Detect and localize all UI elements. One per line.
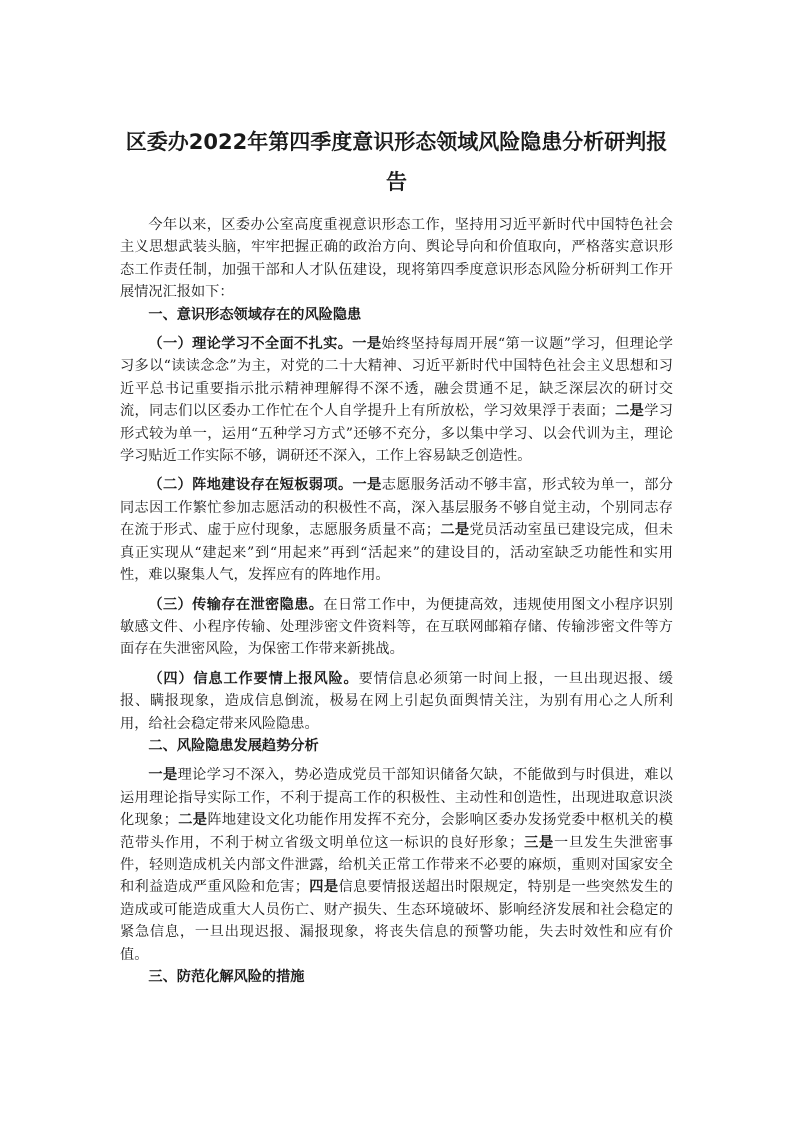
marker-two: 二是 <box>439 522 470 539</box>
marker-three: 三是 <box>523 834 555 851</box>
text-fragment: 信息要情报送超出时限规定，特别是一些突然发生的造成或可能造成重大人员伤亡、财产损失、生态环境破坏、影响经济发展和社会稳定的紧急信息，一旦出现迟报、漏报现象，将丧失信息的预警功能，失去时效性和应有价值。 <box>120 879 673 963</box>
text-fragment: 始终坚持每周开展“第一议题”学习，但理论学习多以“读读念念”为主，对党的二十大精神、习近平新时代中国特色社会主义思想和习近平总书记重要指示批示精神理解得不深不透，融会贯通不足，缺乏深层次的研讨交流，同志们以区委办工作忙在个人自学提升上有所放松，学习效果浮于表面； <box>120 336 673 420</box>
paragraph-position-building <box>120 474 673 586</box>
marker-one: 一是 <box>148 767 178 784</box>
text-fragment: 理论学习不深入，势必造成党员干部知识储备欠缺，不能做到与时俱进，难以运用理论指导实际工作，不利于提高工作的积极性、主动性和创造性，出现进取意识淡化现象； <box>120 767 673 829</box>
paragraph-theory-study <box>120 333 673 467</box>
title-line-2: 告 <box>386 170 407 194</box>
text-fragment: 党员活动室虽已建设完成，但未真正实现从“建起来”到“用起来”再到“活起来”的建设目的，活动室缺乏功能性和实用性，难以聚集人气，发挥应有的阵地作用。 <box>120 522 673 584</box>
section-heading-3: 三、防范化解风险的措施 <box>148 969 305 985</box>
document-title <box>120 122 673 202</box>
marker-two: 二是 <box>177 812 208 829</box>
marker-two: 二是 <box>614 403 645 420</box>
paragraph-transmission-leak <box>120 594 673 661</box>
paragraph-info-reporting <box>120 668 673 735</box>
section-heading-1: 一、意识形态领域存在的风险隐患 <box>148 306 362 323</box>
intro-paragraph: 今年以来，区委办公室高度重视意识形态工作，坚持用习近平新时代中国特色社会主义思想武装头脑，牢牢把握正确的政治方向、舆论导向和价值取向，严格落实意识形态工作责任制，加强干部和人才队伍建设，现将第四季度意识形态风险分析研判工作开展情况汇报如下： <box>120 217 673 301</box>
text-fragment: 学习形式较为单一，运用“五种学习方式”还够不充分，多以集中学习、以会代训为主，理论学习贴近工作实际不够，调研还不深入，工作上容易缺乏创造性。 <box>120 403 673 465</box>
section-heading-2: 二、风险隐患发展趋势分析 <box>148 737 319 754</box>
marker-four: 四是 <box>308 879 339 896</box>
subheading-info-reporting: （四）信息工作要情上报风险。 <box>148 670 359 687</box>
title-line-1: 区委办2022年第四季度意识形态领域风险隐患分析研判报 <box>125 130 668 154</box>
subheading-position-building: （二）阵地建设存在短板弱项。 <box>148 477 353 494</box>
text-fragment: 志愿服务活动不够丰富，形式较为单一，部分同志因工作繁忙参加志愿活动的积极性不高，深入基层服务不够自觉主动，个别同志存在流于形式、虚于应付现象，志愿服务质量不高； <box>120 477 673 539</box>
text-fragment: 一旦发生失泄密事件，轻则造成机关内部文件泄露，给机关正常工作带来不必要的麻烦，重则对国家安全和利益造成严重风险和危害； <box>120 834 673 896</box>
text-fragment: 在日常工作中，为便捷高效，违规使用图文小程序识别敏感文件、小程序传输、处理涉密文件资料等，在互联网邮箱存储、传输涉密文件等方面存在失泄密风险，为保密工作带来新挑战。 <box>120 596 673 658</box>
subheading-transmission-leak: （三）传输存在泄密隐患。 <box>148 596 324 613</box>
marker-one: 一是 <box>352 477 382 494</box>
marker-one: 一是 <box>352 336 382 353</box>
subheading-theory-study: （一）理论学习不全面不扎实。 <box>148 336 353 353</box>
text-fragment: 阵地建设文化功能作用发挥不充分，会影响区委办发扬党委中枢机关的模范带头作用，不利于树立省级文明单位这一标识的良好形象； <box>120 812 673 851</box>
text-fragment: 要情信息必须第一时间上报，一旦出现迟报、缓报、瞒报现象，造成信息倒流，极易在网上引起负面舆情关注，为别有用心之人所利用，给社会稳定带来风险隐患。 <box>120 670 673 732</box>
paragraph-trend-analysis <box>120 764 673 966</box>
